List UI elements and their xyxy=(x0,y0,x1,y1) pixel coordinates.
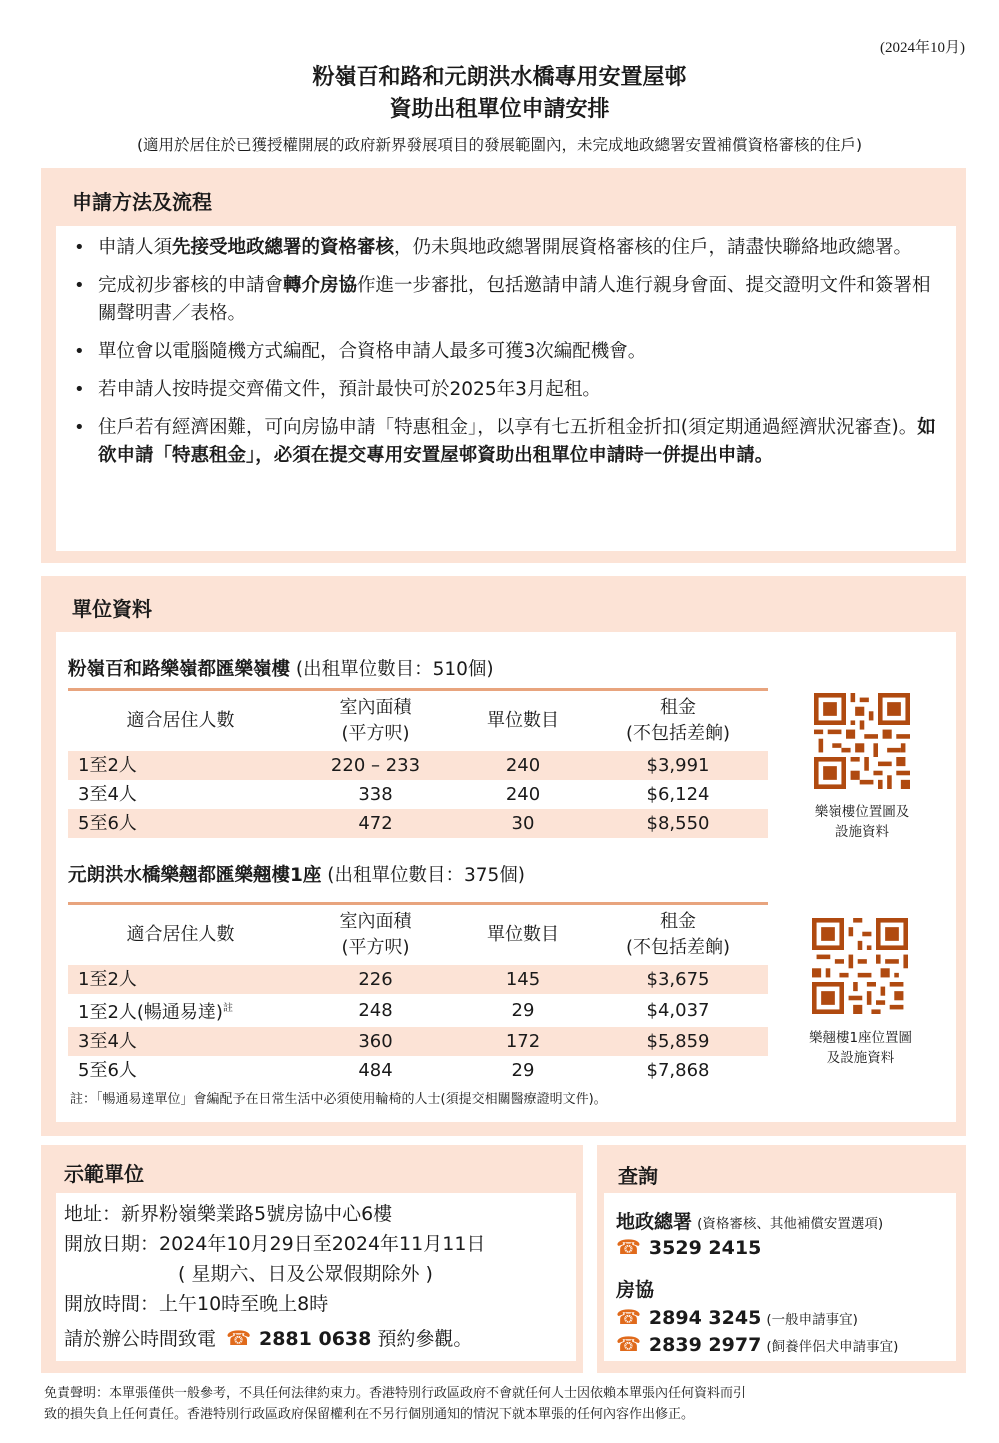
table-row: 5至6人 484 29 $7,868 xyxy=(78,1060,710,1081)
table-row: 3至4人 360 172 $5,859 xyxy=(68,1027,768,1056)
issue-date: (2024年10月) xyxy=(880,40,965,56)
header-rent: 租金 (不包括差餉) xyxy=(625,911,731,958)
qr-caption-estate2: 樂翹樓1座位置圖 及設施資料 xyxy=(808,1030,913,1066)
header-area: 室內面積 (平方呎) xyxy=(339,911,412,958)
table-header-row xyxy=(68,904,768,966)
demo-dates: 開放日期：2024年10月29日至2024年11月11日 xyxy=(64,1233,486,1255)
qr-caption-estate1: 樂嶺樓位置圖及 設施資料 xyxy=(814,804,910,840)
units-footnote: 註：「暢通易達單位」會編配予在日常生活中必須使用輪椅的人士(須提交相關醫療證明文件)。 xyxy=(70,1092,607,1107)
application-heading: 申請方法及流程 xyxy=(72,190,212,214)
hs-name: 房協 xyxy=(616,1279,655,1301)
table-row: 1至2人(暢通易達)$^註$ 248 29 $4,037 xyxy=(78,1000,710,1023)
bullet-item: • 完成初步審核的申請會轉介房協作進一步審批，包括邀請申請人進行親身會面、提交證明文件和簽署相關聲明書／表格。 xyxy=(68,272,938,328)
header-occupants: 適合居住人數 xyxy=(126,924,235,945)
phone-icon: ☎ xyxy=(616,1305,641,1329)
table-row: 5至6人 472 30 $8,550 xyxy=(68,809,768,838)
hs-phone2[interactable]: ☎ 2839 2977 (飼養伴侶犬申請事宜) xyxy=(616,1332,899,1356)
header-occupants: 適合居住人數 xyxy=(126,710,235,731)
hs-phone1[interactable]: ☎ 2894 3245 (一般申請事宜) xyxy=(616,1305,858,1329)
demo-address: 地址：新界粉嶺樂業路5號房協中心6樓 xyxy=(64,1203,393,1225)
disclaimer: 免責聲明：本單張僅供一般參考，不具任何法律約束力。香港特別行政區政府不會就任何人士因依賴本單張內任何資料而引 致的損失負上任何責任。香港特別行政區政府保留權利在不另行個別通知的情況下就本單張的任何內容作出修正。 xyxy=(44,1386,747,1422)
lands-phone[interactable]: ☎ 3529 2415 xyxy=(616,1235,762,1259)
estate2-table xyxy=(68,902,768,1085)
estate1-table xyxy=(68,688,768,838)
page-title-line1: 粉嶺百和路和元朗洪水橋專用安置屋邨 xyxy=(312,65,687,90)
demo-box xyxy=(56,1193,576,1361)
phone-icon: ☎ xyxy=(616,1235,641,1259)
header-area: 室內面積 (平方呎) xyxy=(339,697,412,744)
demo-hours: 開放時間：上午10時至晚上8時 xyxy=(64,1293,329,1315)
header-count: 單位數目 xyxy=(487,924,559,945)
header-rent: 租金 (不包括差餉) xyxy=(625,697,731,744)
table-header-row xyxy=(68,690,768,752)
demo-heading: 示範單位 xyxy=(64,1162,144,1186)
page-subtitle: (適用於居住於已獲授權開展的政府新界發展項目的發展範圍內，未完成地政總署安置補償資格審核的住戶) xyxy=(136,136,863,154)
enquiry-heading: 查詢 xyxy=(618,1164,658,1188)
table-row: 1至2人 226 145 $3,675 xyxy=(68,965,768,994)
demo-phone[interactable]: 2881 0638 xyxy=(258,1328,372,1350)
application-bullets xyxy=(68,234,938,480)
bullet-item: • 單位會以電腦隨機方式編配，合資格申請人最多可獲3次編配機會。 xyxy=(68,338,938,366)
qr-code-estate2[interactable] xyxy=(812,918,908,1014)
bullet-item: • 申請人須先接受地政總署的資格審核，仍未與地政總署開展資格審核的住戶，請盡快聯絡地政總署。 xyxy=(68,234,938,262)
header-count: 單位數目 xyxy=(487,710,559,731)
bullet-item: • 住戶若有經濟困難，可向房協申請「特惠租金」，以享有七五折租金折扣(須定期通過經濟狀況審查)。如欲申請「特惠租金」，必須在提交專用安置屋邨資助出租單位申請時一併提出申請。 xyxy=(68,414,938,470)
units-heading: 單位資料 xyxy=(72,597,152,621)
phone-icon: ☎ xyxy=(226,1326,251,1350)
table-row: 3至4人 338 240 $6,124 xyxy=(78,784,710,805)
estate1-title: 粉嶺百和路樂嶺都匯樂嶺樓 (出租單位數目：510個) xyxy=(68,659,494,680)
qr-code-estate1[interactable] xyxy=(814,693,910,789)
estate2-title: 元朗洪水橋樂翹都匯樂翹樓1座 (出租單位數目：375個) xyxy=(68,865,526,886)
lands-dept: 地政總署 (資格審核、其他補償安置選項) xyxy=(616,1211,884,1233)
enquiry-box xyxy=(604,1193,956,1361)
phone-icon: ☎ xyxy=(616,1332,641,1356)
table-row: 1至2人 220 – 233 240 $3,991 xyxy=(68,751,768,780)
bullet-item: • 若申請人按時提交齊備文件，預計最快可於2025年3月起租。 xyxy=(68,376,938,404)
page-title-line2: 資助出租單位申請安排 xyxy=(389,97,610,122)
application-box xyxy=(56,226,956,551)
demo-dates-note: ( 星期六、日及公眾假期除外 ) xyxy=(178,1263,433,1285)
demo-call: 請於辦公時間致電 ☎ 2881 0638 預約參觀。 xyxy=(64,1326,473,1350)
